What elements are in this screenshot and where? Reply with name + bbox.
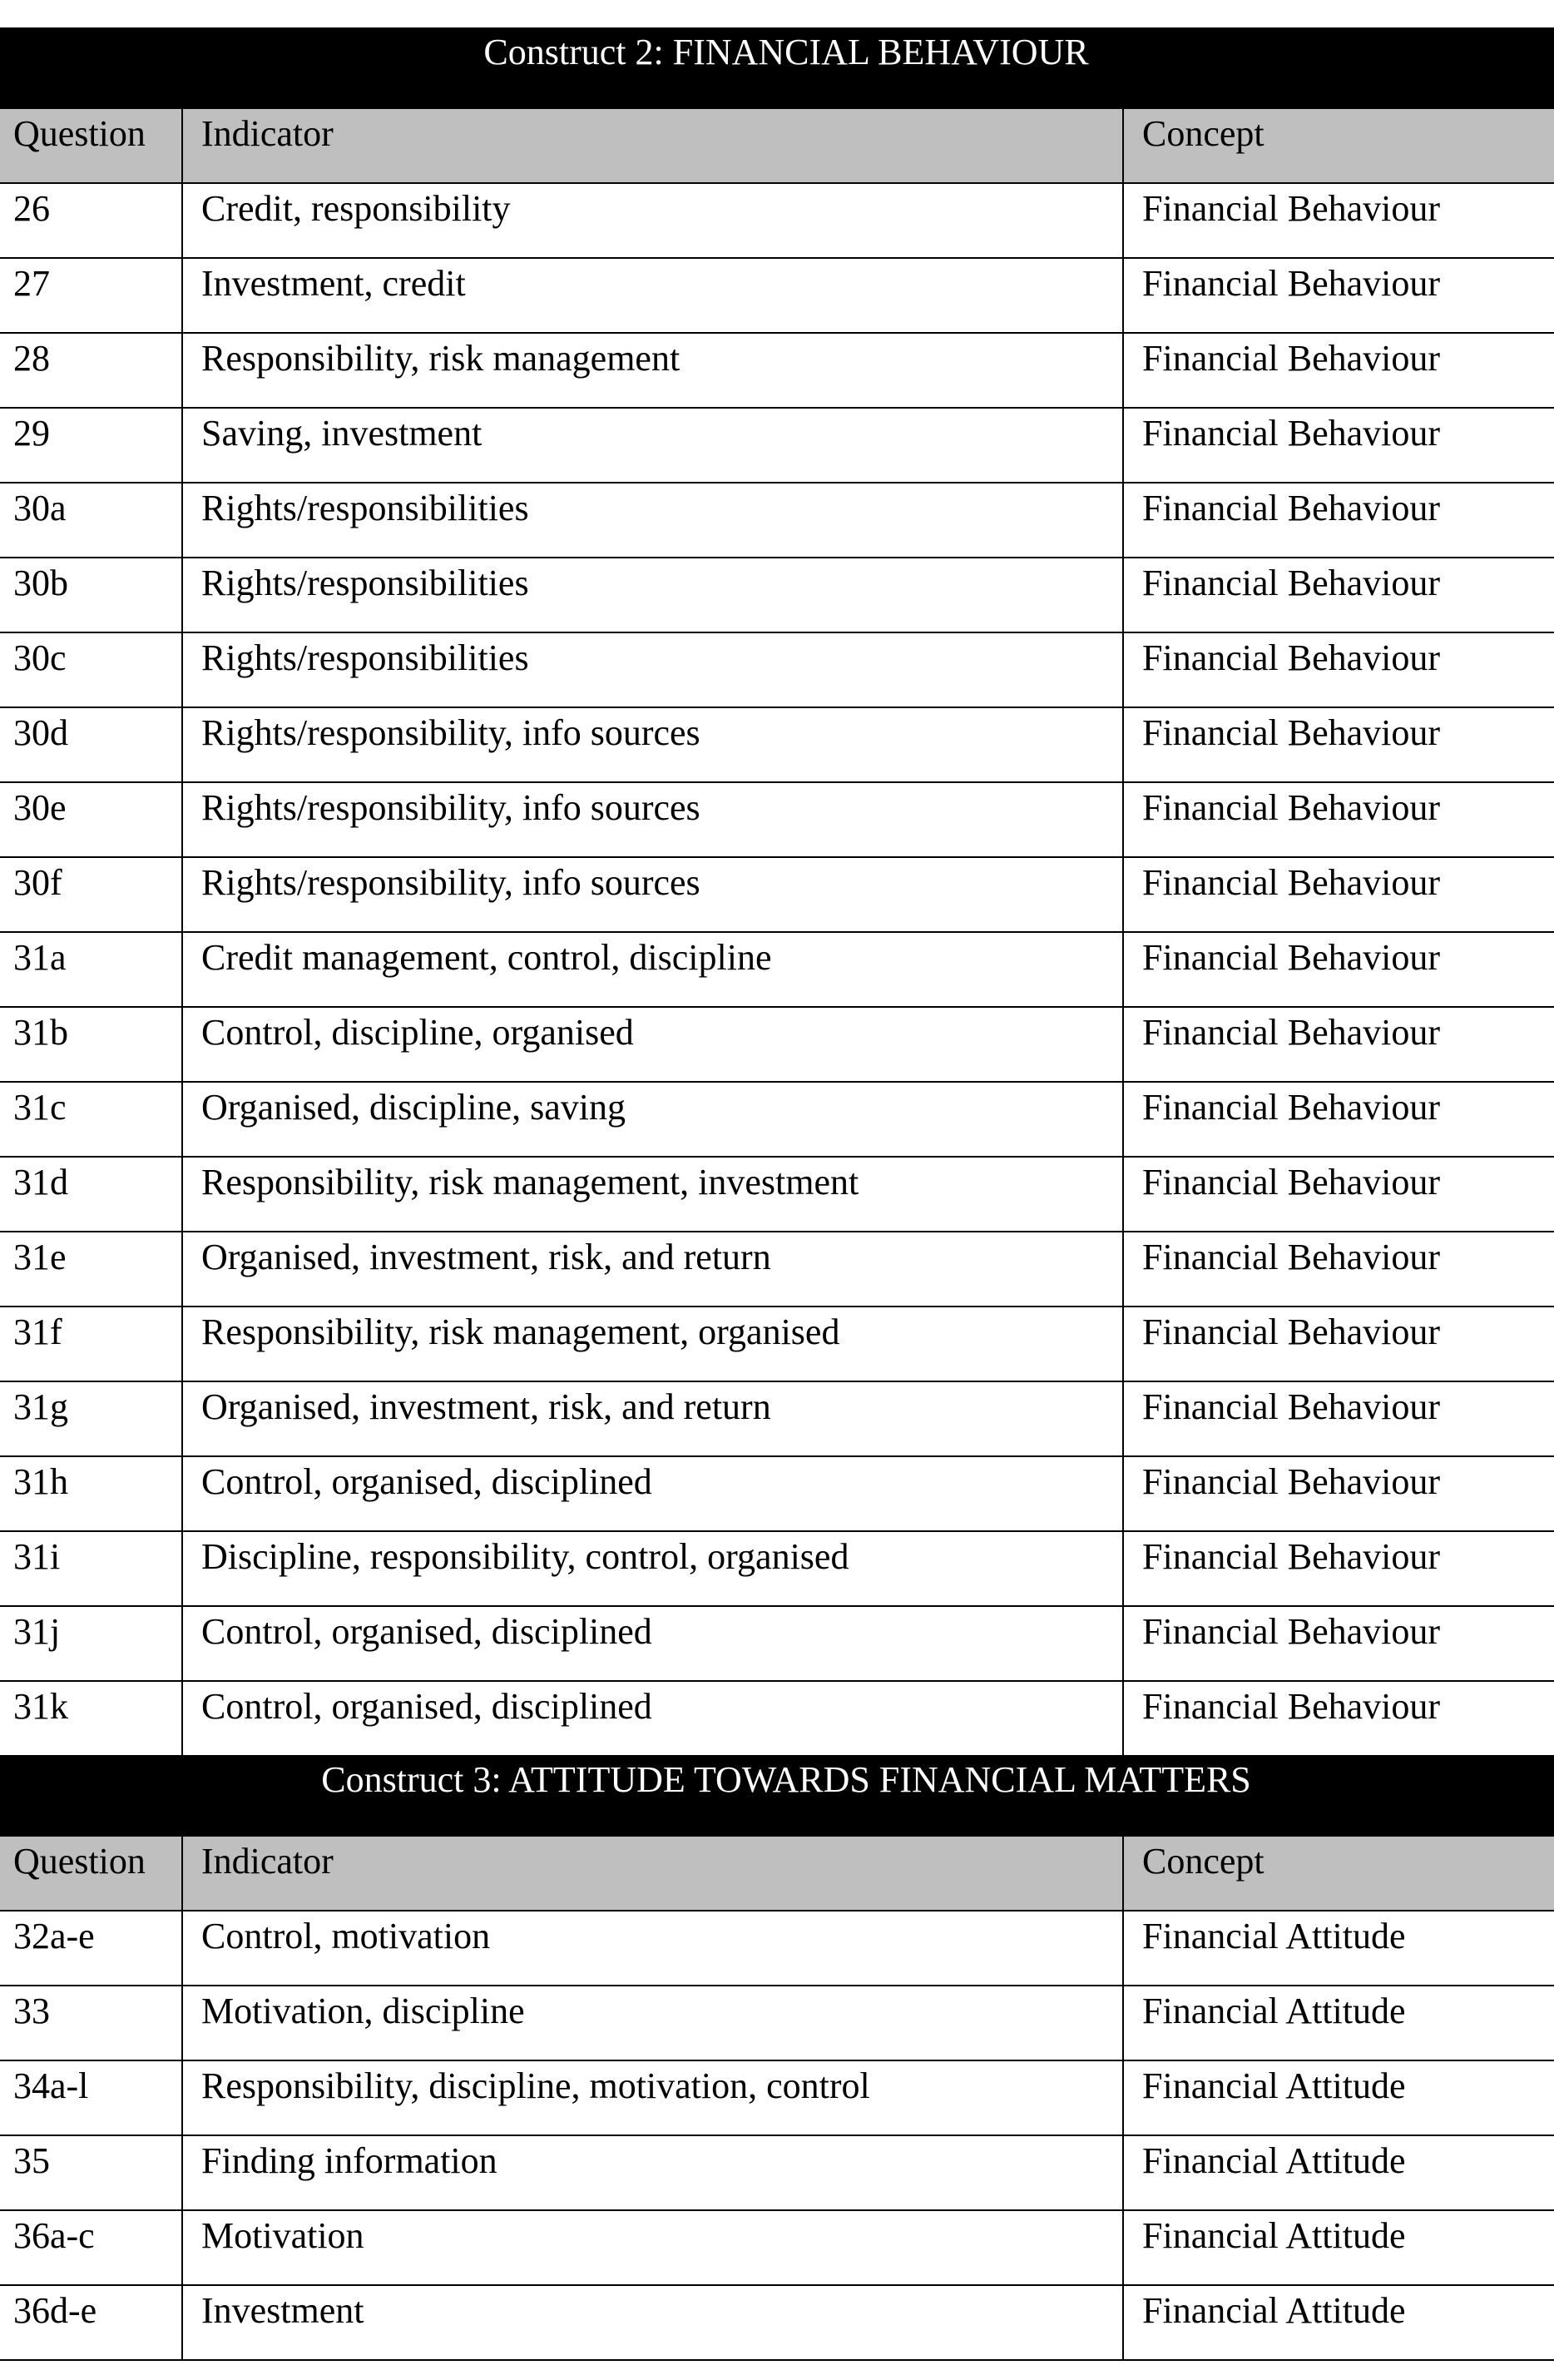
- question-cell: 35: [0, 2135, 182, 2210]
- concept-cell: Financial Behaviour: [1123, 1232, 1554, 1307]
- indicator-cell: Rights/responsibility, info sources: [182, 707, 1123, 782]
- table-row: [0, 2060, 1554, 2135]
- indicator-cell: Control, organised, disciplined: [182, 1681, 1123, 1756]
- table-row: [0, 1606, 1554, 1681]
- indicator-cell: Rights/responsibilities: [182, 632, 1123, 707]
- header-concept: Concept: [1123, 1836, 1554, 1911]
- concept-cell: Financial Behaviour: [1123, 183, 1554, 258]
- table-row: [0, 707, 1554, 782]
- indicator-cell: Rights/responsibility, info sources: [182, 857, 1123, 932]
- section-title: Construct 2: FINANCIAL BEHAVIOUR: [0, 28, 1554, 108]
- indicator-cell: Responsibility, risk management: [182, 333, 1123, 408]
- table-row: [0, 932, 1554, 1007]
- table-row: [0, 632, 1554, 707]
- table-row: [0, 2135, 1554, 2210]
- question-cell: 32a-e: [0, 1911, 182, 1986]
- question-cell: 30f: [0, 857, 182, 932]
- section-title: Construct 3: ATTITUDE TOWARDS FINANCIAL MATTERS: [0, 1756, 1554, 1836]
- concept-cell: Financial Behaviour: [1123, 558, 1554, 632]
- indicator-cell: Control, motivation: [182, 1911, 1123, 1986]
- indicator-cell: Organised, investment, risk, and return: [182, 1381, 1123, 1456]
- question-cell: 31j: [0, 1606, 182, 1681]
- question-cell: 31d: [0, 1157, 182, 1232]
- concept-cell: Financial Attitude: [1123, 2135, 1554, 2210]
- header-question: Question: [0, 1836, 182, 1911]
- table-row: [0, 1381, 1554, 1456]
- header-indicator: Indicator: [182, 108, 1123, 183]
- question-cell: 31c: [0, 1082, 182, 1157]
- table-row: [0, 558, 1554, 632]
- indicator-cell: Motivation, discipline: [182, 1986, 1123, 2060]
- concept-cell: Financial Behaviour: [1123, 1531, 1554, 1606]
- header-row: [0, 108, 1554, 183]
- concept-cell: Financial Behaviour: [1123, 1082, 1554, 1157]
- indicator-cell: Responsibility, discipline, motivation, control: [182, 2060, 1123, 2135]
- table-row: [0, 333, 1554, 408]
- indicator-cell: Organised, discipline, saving: [182, 1082, 1123, 1157]
- table-row: [0, 258, 1554, 333]
- table-row: [0, 2285, 1554, 2360]
- concept-cell: Financial Behaviour: [1123, 258, 1554, 333]
- constructs-document: [0, 27, 1554, 2361]
- question-cell: 31a: [0, 932, 182, 1007]
- question-cell: 34a-l: [0, 2060, 182, 2135]
- concept-cell: Financial Behaviour: [1123, 1456, 1554, 1531]
- section-title-row: [0, 28, 1554, 108]
- table-row: [0, 2210, 1554, 2285]
- table-row: [0, 1986, 1554, 2060]
- concept-cell: Financial Behaviour: [1123, 857, 1554, 932]
- header-question: Question: [0, 108, 182, 183]
- indicator-cell: Responsibility, risk management, organised: [182, 1307, 1123, 1381]
- indicator-cell: Motivation: [182, 2210, 1123, 2285]
- section-title-row: [0, 1756, 1554, 1836]
- header-concept: Concept: [1123, 108, 1554, 183]
- indicator-cell: Control, organised, disciplined: [182, 1456, 1123, 1531]
- indicator-cell: Organised, investment, risk, and return: [182, 1232, 1123, 1307]
- concept-cell: Financial Behaviour: [1123, 408, 1554, 483]
- table-row: [0, 782, 1554, 857]
- question-cell: 31e: [0, 1232, 182, 1307]
- indicator-cell: Investment, credit: [182, 258, 1123, 333]
- indicator-cell: Investment: [182, 2285, 1123, 2360]
- question-cell: 30a: [0, 483, 182, 558]
- table-row: [0, 408, 1554, 483]
- question-cell: 31i: [0, 1531, 182, 1606]
- concept-cell: Financial Attitude: [1123, 2060, 1554, 2135]
- indicator-cell: Saving, investment: [182, 408, 1123, 483]
- indicator-cell: Rights/responsibilities: [182, 483, 1123, 558]
- concept-cell: Financial Behaviour: [1123, 632, 1554, 707]
- question-cell: 30d: [0, 707, 182, 782]
- indicator-cell: Rights/responsibility, info sources: [182, 782, 1123, 857]
- table-row: [0, 1911, 1554, 1986]
- constructs-table-body: [0, 28, 1554, 2360]
- question-cell: 33: [0, 1986, 182, 2060]
- concept-cell: Financial Behaviour: [1123, 1007, 1554, 1082]
- concept-cell: Financial Attitude: [1123, 2285, 1554, 2360]
- header-indicator: Indicator: [182, 1836, 1123, 1911]
- concept-cell: Financial Behaviour: [1123, 1381, 1554, 1456]
- table-row: [0, 483, 1554, 558]
- question-cell: 31g: [0, 1381, 182, 1456]
- table-row: [0, 857, 1554, 932]
- table-row: [0, 1082, 1554, 1157]
- concept-cell: Financial Behaviour: [1123, 1157, 1554, 1232]
- concept-cell: Financial Behaviour: [1123, 707, 1554, 782]
- table-row: [0, 1232, 1554, 1307]
- table-row: [0, 1456, 1554, 1531]
- concept-cell: Financial Attitude: [1123, 1986, 1554, 2060]
- table-row: [0, 1157, 1554, 1232]
- question-cell: 31f: [0, 1307, 182, 1381]
- table-row: [0, 1307, 1554, 1381]
- question-cell: 26: [0, 183, 182, 258]
- indicator-cell: Control, organised, disciplined: [182, 1606, 1123, 1681]
- table-row: [0, 1007, 1554, 1082]
- indicator-cell: Responsibility, risk management, investment: [182, 1157, 1123, 1232]
- question-cell: 30c: [0, 632, 182, 707]
- concept-cell: Financial Behaviour: [1123, 1681, 1554, 1756]
- indicator-cell: Discipline, responsibility, control, organised: [182, 1531, 1123, 1606]
- concept-cell: Financial Attitude: [1123, 2210, 1554, 2285]
- question-cell: 27: [0, 258, 182, 333]
- indicator-cell: Rights/responsibilities: [182, 558, 1123, 632]
- table-row: [0, 183, 1554, 258]
- table-row: [0, 1681, 1554, 1756]
- question-cell: 31k: [0, 1681, 182, 1756]
- concept-cell: Financial Attitude: [1123, 1911, 1554, 1986]
- concept-cell: Financial Behaviour: [1123, 782, 1554, 857]
- question-cell: 31b: [0, 1007, 182, 1082]
- question-cell: 29: [0, 408, 182, 483]
- question-cell: 36d-e: [0, 2285, 182, 2360]
- header-row: [0, 1836, 1554, 1911]
- indicator-cell: Finding information: [182, 2135, 1123, 2210]
- question-cell: 31h: [0, 1456, 182, 1531]
- concept-cell: Financial Behaviour: [1123, 483, 1554, 558]
- table-row: [0, 1531, 1554, 1606]
- concept-cell: Financial Behaviour: [1123, 932, 1554, 1007]
- concept-cell: Financial Behaviour: [1123, 1307, 1554, 1381]
- constructs-table: [0, 27, 1554, 2361]
- question-cell: 36a-c: [0, 2210, 182, 2285]
- indicator-cell: Credit management, control, discipline: [182, 932, 1123, 1007]
- question-cell: 28: [0, 333, 182, 408]
- indicator-cell: Credit, responsibility: [182, 183, 1123, 258]
- concept-cell: Financial Behaviour: [1123, 1606, 1554, 1681]
- indicator-cell: Control, discipline, organised: [182, 1007, 1123, 1082]
- concept-cell: Financial Behaviour: [1123, 333, 1554, 408]
- question-cell: 30e: [0, 782, 182, 857]
- question-cell: 30b: [0, 558, 182, 632]
